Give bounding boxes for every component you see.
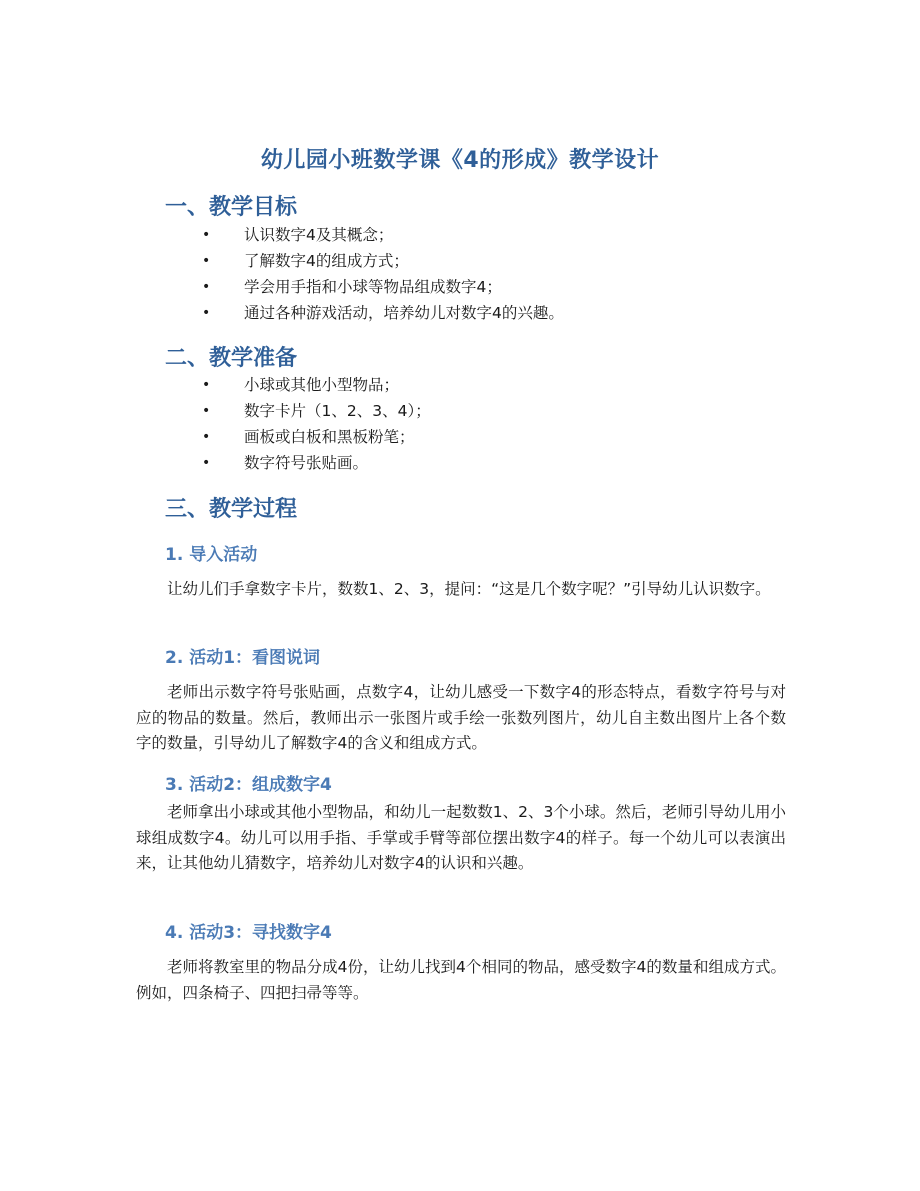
bullet-icon: • (202, 305, 211, 321)
list-item (200, 222, 564, 248)
subsection-text-activity1: 老师出示数字符号张贴画，点数字4，让幼儿感受一下数字4的形态特点，看数字符号与对应的物品的数量。然后，教师出示一张图片或手绘一张数列图片，幼儿自主数出图片上各个数字的数量，引导幼儿了解数字4的含义和组成方式。 (136, 683, 786, 752)
subsection-heading-activity2: 3. 活动2：组成数字4 (165, 775, 332, 795)
subsection-heading-activity3: 4. 活动3：寻找数字4 (165, 923, 332, 943)
bullet-icon: • (202, 227, 211, 243)
bullet-icon: • (202, 253, 211, 269)
list-item (200, 450, 431, 476)
list-item-text: 数字符号张贴画。 (244, 454, 369, 472)
list-item-text: 认识数字4及其概念； (244, 226, 394, 244)
subsection-heading-intro: 1. 导入活动 (165, 545, 258, 565)
bullet-icon: • (202, 429, 211, 445)
list-item-text: 通过各种游戏活动，培养幼儿对数字4的兴趣。 (244, 304, 564, 322)
document-title: 幼儿园小班数学课《4的形成》教学设计 (260, 148, 660, 173)
list-item-text: 数字卡片（1、2、3、4）； (244, 402, 431, 420)
subsection-text-activity3: 老师将教室里的物品分成4份，让幼儿找到4个相同的物品，感受数字4的数量和组成方式。例如，四条椅子、四把扫帚等等。 (136, 958, 786, 1002)
list-item-text: 了解数字4的组成方式； (244, 252, 409, 270)
section-heading-process: 三、教学过程 (165, 497, 298, 522)
section-heading-objectives: 一、教学目标 (165, 195, 298, 220)
list-item (200, 398, 431, 424)
section-heading-preparation: 二、教学准备 (165, 346, 298, 371)
list-item-text: 小球或其他小型物品； (244, 376, 400, 394)
bullet-icon: • (202, 403, 211, 419)
subsection-text-intro: 让幼儿们手拿数字卡片，数数1、2、3，提问：“这是几个数字呢？”引导幼儿认识数字。 (167, 580, 771, 598)
list-item-text: 画板或白板和黑板粉笔； (244, 428, 415, 446)
preparation-list (200, 372, 431, 476)
list-item (200, 424, 431, 450)
list-item-text: 学会用手指和小球等物品组成数字4； (244, 278, 502, 296)
list-item (200, 274, 564, 300)
objectives-list (200, 222, 564, 326)
bullet-icon: • (202, 377, 211, 393)
list-item (200, 372, 431, 398)
subsection-text-activity2: 老师拿出小球或其他小型物品，和幼儿一起数数1、2、3个小球。然后，老师引导幼儿用小球组成数字4。幼儿可以用手指、手掌或手臂等部位摆出数字4的样子。每一个幼儿可以表演出来，让其他幼儿猜数字，培养幼儿对数字4的认识和兴趣。 (136, 803, 786, 872)
bullet-icon: • (202, 279, 211, 295)
subsection-heading-activity1: 2. 活动1：看图说词 (165, 648, 321, 668)
list-item (200, 300, 564, 326)
list-item (200, 248, 564, 274)
bullet-icon: • (202, 455, 211, 471)
